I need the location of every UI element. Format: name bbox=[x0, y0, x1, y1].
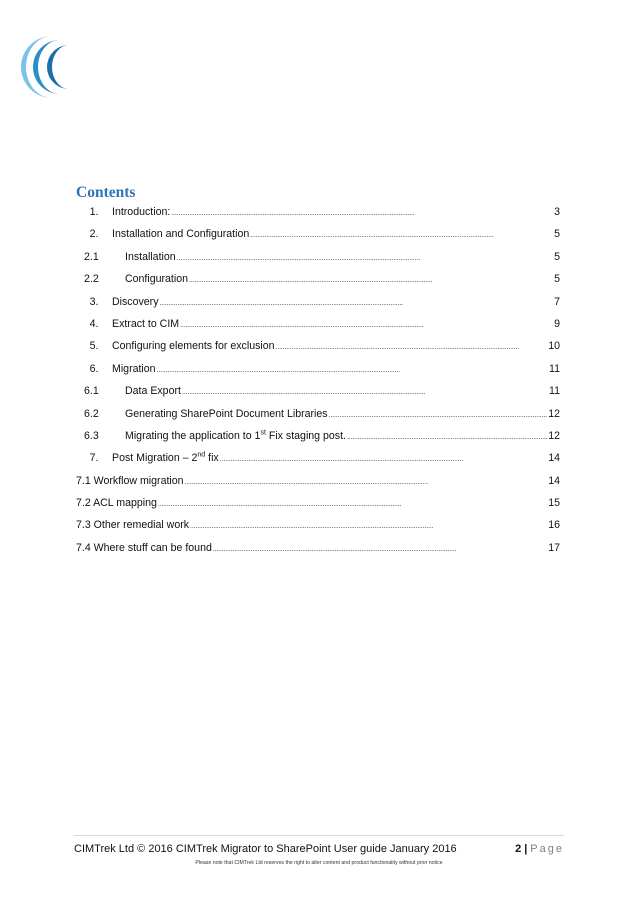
toc-entry-number: 6.2 bbox=[84, 407, 99, 420]
toc-entry-number: 1. bbox=[89, 206, 99, 218]
toc-entry-title[interactable] bbox=[112, 205, 170, 219]
toc-entry[interactable] bbox=[76, 451, 560, 473]
footer-separator: | bbox=[524, 843, 528, 855]
toc-entry-title-text: Installation bbox=[125, 250, 176, 263]
toc-entry[interactable] bbox=[76, 407, 560, 429]
toc-entry-title-text: Installation and Configuration bbox=[112, 228, 250, 241]
toc-entry-number: 2.1 bbox=[84, 250, 99, 263]
toc-entry-page: 7 bbox=[554, 295, 560, 308]
toc-entry-title[interactable] bbox=[112, 295, 159, 309]
toc-dot-leader bbox=[171, 209, 547, 219]
toc-entry-page: 12 bbox=[548, 407, 560, 420]
toc-entry-page: 14 bbox=[548, 452, 560, 465]
toc-entry-page: 11 bbox=[549, 362, 560, 375]
toc-entry-page: 5 bbox=[554, 250, 560, 263]
toc-entry-title-text: Discovery bbox=[112, 295, 159, 308]
toc-entry-superscript: nd bbox=[197, 451, 206, 459]
toc-entry-page: 17 bbox=[548, 541, 560, 554]
toc-entry-title-text: Configuration bbox=[125, 273, 189, 286]
toc-entry-title-text: Post Migration – 2 bbox=[112, 452, 198, 465]
toc-dot-leader bbox=[185, 478, 547, 488]
toc-entry-page: 12 bbox=[548, 429, 560, 442]
toc-dot-leader bbox=[190, 522, 547, 532]
toc-entry-number: 2.2 bbox=[84, 273, 99, 286]
toc-entry-title[interactable] bbox=[112, 317, 179, 331]
toc-entry-title-text: 7.1 Workflow migration bbox=[76, 474, 184, 487]
toc-entry-title-text: Generating SharePoint Document Libraries bbox=[125, 407, 328, 420]
toc-dot-leader bbox=[250, 231, 547, 241]
toc-entry[interactable] bbox=[76, 496, 560, 518]
toc-entry-page: 5 bbox=[554, 228, 560, 241]
toc-entry[interactable] bbox=[76, 518, 560, 540]
toc-dot-leader bbox=[180, 321, 547, 331]
footer-disclaimer: Please note that CIMTrek Ltd reserves the right to alter content and product functionality without prior notice bbox=[195, 860, 443, 866]
toc-entry-number: 3. bbox=[89, 295, 99, 308]
toc-entry[interactable] bbox=[76, 429, 560, 451]
toc-dot-leader bbox=[329, 411, 547, 421]
logo-inner-crescent bbox=[47, 45, 69, 89]
toc-entry-title-suffix: Fix staging post. bbox=[265, 429, 346, 442]
toc-entry-page: 10 bbox=[548, 340, 560, 353]
toc-entry-page: 9 bbox=[554, 317, 560, 330]
toc-entry-title[interactable] bbox=[125, 384, 181, 398]
toc-entry[interactable] bbox=[76, 339, 560, 361]
footer-page-label: Page bbox=[530, 843, 564, 855]
footer-title: CIMTrek Ltd © 2016 CIMTrek Migrator to SharePoint User guide January 2016 bbox=[74, 843, 457, 855]
toc-entry[interactable] bbox=[76, 362, 560, 384]
toc-entry-title-suffix: fix bbox=[205, 452, 219, 465]
toc-entry-title[interactable] bbox=[112, 362, 156, 376]
toc-entry-title[interactable] bbox=[125, 429, 346, 443]
toc-entry-title-text: Configuring elements for exclusion bbox=[112, 340, 275, 353]
toc-entry[interactable] bbox=[76, 250, 560, 272]
toc-entry[interactable] bbox=[76, 541, 560, 563]
toc-entry-superscript: st bbox=[260, 429, 266, 437]
toc-entry-number: 4. bbox=[89, 317, 99, 330]
toc-entry-title-text: Migration bbox=[112, 362, 156, 375]
toc-entry-title[interactable] bbox=[76, 518, 189, 532]
toc-dot-leader bbox=[160, 299, 547, 309]
toc-entry-number: 5. bbox=[89, 340, 99, 353]
toc-entry-title[interactable] bbox=[125, 272, 188, 286]
toc-entry-title-text: 7.3 Other remedial work bbox=[76, 519, 190, 532]
footer bbox=[74, 843, 564, 855]
footer-page-number: 2 bbox=[515, 843, 522, 855]
toc-entry-number: 7. bbox=[89, 452, 99, 465]
toc-entry-title[interactable] bbox=[76, 496, 157, 510]
toc-entry-page: 14 bbox=[548, 474, 560, 487]
toc-entry-number: 6.3 bbox=[84, 429, 99, 442]
contents-heading: Contents bbox=[76, 184, 136, 201]
toc-entry-title[interactable] bbox=[112, 451, 219, 465]
toc-entry-title[interactable] bbox=[112, 339, 275, 353]
toc-dot-leader bbox=[347, 433, 547, 443]
toc-entry[interactable] bbox=[76, 272, 560, 294]
toc-entry-title-text: Migrating the application to 1 bbox=[125, 429, 261, 442]
footer-divider bbox=[74, 835, 564, 836]
table-of-contents bbox=[76, 205, 560, 563]
toc-dot-leader bbox=[213, 545, 547, 555]
toc-entry-page: 11 bbox=[549, 385, 560, 398]
toc-entry-page: 3 bbox=[554, 206, 560, 218]
toc-entry-number: 6.1 bbox=[84, 385, 99, 398]
toc-entry[interactable] bbox=[76, 227, 560, 249]
logo-middle-crescent bbox=[33, 40, 60, 94]
toc-entry-page: 16 bbox=[548, 519, 560, 532]
toc-entry-title-text: Extract to CIM bbox=[112, 317, 180, 330]
toc-entry-title[interactable] bbox=[76, 474, 184, 488]
toc-entry-page: 5 bbox=[554, 273, 560, 286]
toc-entry[interactable] bbox=[76, 295, 560, 317]
toc-entry[interactable] bbox=[76, 384, 560, 406]
toc-entry-number: 2. bbox=[89, 228, 99, 241]
toc-entry-title-text: 7.4 Where stuff can be found bbox=[76, 541, 212, 554]
toc-dot-leader bbox=[177, 254, 547, 264]
toc-dot-leader bbox=[157, 366, 547, 376]
toc-entry-title[interactable] bbox=[112, 227, 249, 241]
toc-entry-title[interactable] bbox=[76, 541, 212, 555]
toc-dot-leader bbox=[189, 276, 547, 286]
toc-dot-leader bbox=[158, 500, 547, 510]
toc-entry-title[interactable] bbox=[125, 407, 328, 421]
toc-entry-title-text: 7.2 ACL mapping bbox=[76, 497, 157, 510]
toc-entry[interactable] bbox=[76, 317, 560, 339]
cimtrek-logo-icon bbox=[16, 34, 74, 100]
toc-dot-leader bbox=[220, 455, 547, 465]
toc-entry-page: 15 bbox=[548, 497, 560, 510]
toc-entry[interactable] bbox=[76, 205, 560, 227]
toc-entry-title-text: Introduction: bbox=[112, 206, 171, 218]
toc-entry-number: 6. bbox=[89, 362, 99, 375]
toc-dot-leader bbox=[182, 388, 547, 398]
toc-entry-title[interactable] bbox=[125, 250, 176, 264]
toc-entry[interactable] bbox=[76, 474, 560, 496]
footer-page-indicator bbox=[515, 843, 564, 855]
toc-dot-leader bbox=[276, 343, 547, 353]
toc-entry-title-text: Data Export bbox=[125, 385, 181, 398]
